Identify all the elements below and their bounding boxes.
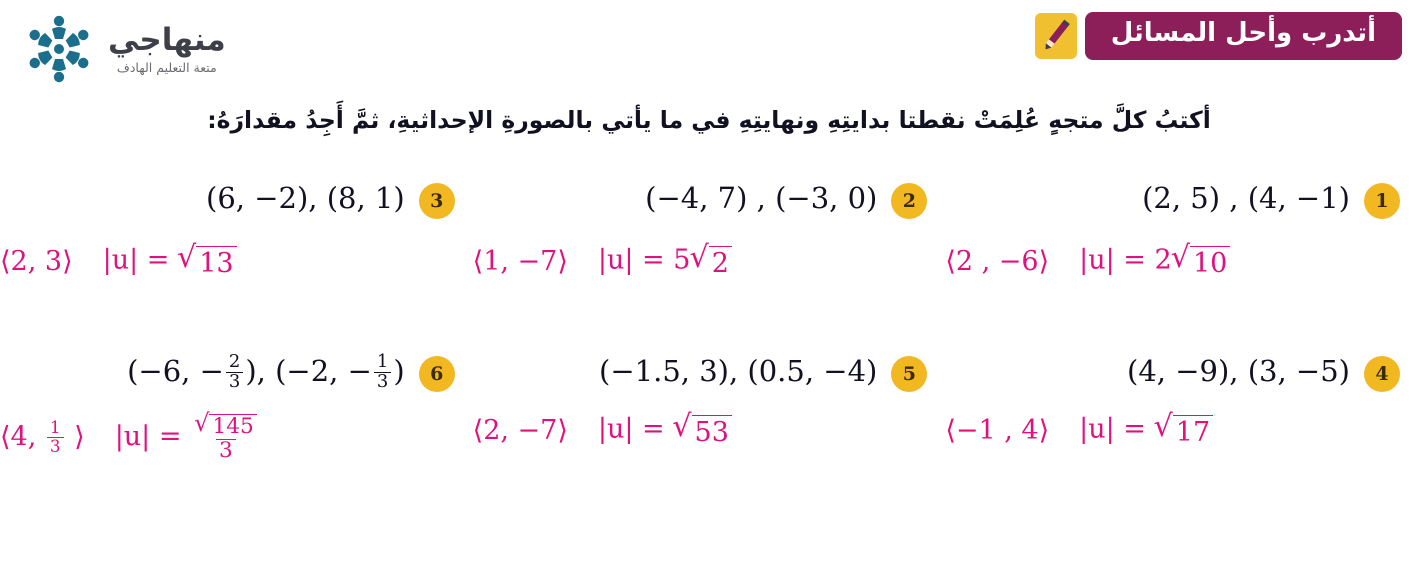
problem-points: (−1.5, 3), (0.5, −4) xyxy=(599,354,878,388)
fraction-denominator: 3 xyxy=(374,372,391,392)
problem-number-badge: 3 xyxy=(419,183,455,219)
problem-points: (2, 5) , (4, −1) xyxy=(1142,181,1350,215)
brand-subtitle: متعة التعليم الهادف xyxy=(116,60,217,76)
answer-component-form: ⟨1, −7⟩ xyxy=(472,245,568,277)
problem-answer xyxy=(472,409,928,448)
problem-header xyxy=(473,180,928,219)
radical-sign: √ xyxy=(1153,409,1173,444)
brand-title: منهاجي xyxy=(108,21,226,58)
magnitude-prefix: |u| = xyxy=(1079,413,1155,445)
fraction-numerator xyxy=(192,411,260,439)
problem-points: (4, −9), (3, −5) xyxy=(1127,354,1350,388)
radicand: 10 xyxy=(1190,246,1230,279)
fraction-denominator: 3 xyxy=(226,372,243,392)
problem-item xyxy=(0,350,473,464)
answer-component-form: ⟨2 , −6⟩ xyxy=(945,245,1050,277)
fraction xyxy=(192,411,260,462)
problem-number-badge: 1 xyxy=(1364,183,1400,219)
magnitude-prefix: |u| = xyxy=(102,244,178,276)
radicand: 17 xyxy=(1173,415,1213,448)
square-root-icon xyxy=(195,411,257,439)
points-part-mid: ), (−2, − xyxy=(245,354,372,388)
radicand: 53 xyxy=(692,415,732,448)
problem-header xyxy=(0,350,455,392)
square-root-icon xyxy=(672,409,732,448)
radical-sign: √ xyxy=(176,240,197,275)
answer-magnitude xyxy=(597,409,732,448)
component-close: ⟩ xyxy=(65,421,85,453)
problem-item xyxy=(945,180,1418,279)
fraction xyxy=(374,350,391,392)
square-root-icon xyxy=(1153,409,1214,448)
problem-item xyxy=(473,180,946,279)
square-root-icon xyxy=(689,240,731,279)
fraction-denominator: 3 xyxy=(216,439,236,463)
problem-number-badge: 5 xyxy=(891,356,927,392)
problem-answer xyxy=(945,240,1400,279)
problem-item xyxy=(945,353,1418,464)
problem-header xyxy=(945,180,1400,219)
problem-header xyxy=(945,353,1400,392)
points-part-close: ) xyxy=(393,354,405,388)
problem-answer xyxy=(472,240,928,279)
fraction-numerator: 1 xyxy=(49,417,61,438)
answer-magnitude xyxy=(597,240,732,279)
square-root-icon xyxy=(1170,240,1231,279)
brand-text xyxy=(108,23,226,75)
section-tag xyxy=(1035,12,1402,60)
magnitude-prefix: |u| = xyxy=(114,421,191,453)
problem-points: (6, −2), (8, 1) xyxy=(206,181,405,215)
problem-points: (−4, 7) , (−3, 0) xyxy=(645,181,878,215)
answer-magnitude xyxy=(1079,409,1213,448)
radicand: 13 xyxy=(196,246,236,279)
magnitude-prefix: |u| = xyxy=(597,413,674,445)
problem-points xyxy=(127,350,405,392)
radical-sign: √ xyxy=(1170,240,1190,275)
problem-number-badge: 4 xyxy=(1364,356,1400,392)
problem-number-badge: 6 xyxy=(419,356,455,392)
magnitude-prefix: |u| = 5 xyxy=(597,244,691,276)
problem-item xyxy=(473,353,946,464)
section-tag-label: أتدرب وأحل المسائل xyxy=(1085,12,1402,60)
points-part-open: (−6, − xyxy=(127,354,224,388)
answer-component-form: ⟨2, 3⟩ xyxy=(0,245,73,277)
answer-magnitude xyxy=(114,409,262,463)
problem-item xyxy=(0,180,473,279)
fraction xyxy=(47,419,64,455)
radical-sign: √ xyxy=(672,409,692,444)
fraction-numerator: 1 xyxy=(376,350,389,372)
problem-answer xyxy=(0,240,455,279)
people-snowflake-logo-icon xyxy=(20,10,98,88)
problem-header xyxy=(0,180,455,219)
answer-component-form: ⟨−1 , 4⟩ xyxy=(945,414,1050,446)
square-root-icon xyxy=(176,240,237,279)
instruction-text: أكتبُ كلَّ متجهٍ عُلِمَتْ نقطتا بدايتِهِ ونهايتِهِ في ما يأتي بالصورةِ الإحداثيةِ، ثمَّ أَجِدُ مقدارَهُ: xyxy=(207,106,1211,134)
answer-magnitude xyxy=(102,240,237,279)
radical-sign: √ xyxy=(194,409,210,438)
problem-header xyxy=(473,353,928,392)
answer-magnitude xyxy=(1079,240,1230,279)
problem-answer xyxy=(0,409,455,463)
magnitude-prefix: |u| = 2 xyxy=(1079,244,1172,276)
problem-number-badge: 2 xyxy=(891,183,927,219)
answer-component-form xyxy=(0,417,85,456)
problem-answer xyxy=(945,409,1400,448)
radicand: 2 xyxy=(709,246,732,279)
answer-component-form: ⟨2, −7⟩ xyxy=(472,414,568,446)
pencil-icon xyxy=(1035,13,1077,59)
fraction xyxy=(226,350,243,392)
brand-logo xyxy=(20,10,226,88)
fraction-numerator: 2 xyxy=(228,350,241,372)
problems-grid xyxy=(0,180,1418,464)
page-header xyxy=(0,0,1418,100)
component-open: ⟨4, xyxy=(0,421,45,453)
fraction-denominator: 3 xyxy=(47,437,64,456)
radical-sign: √ xyxy=(689,240,709,275)
radicand: 145 xyxy=(209,414,256,439)
